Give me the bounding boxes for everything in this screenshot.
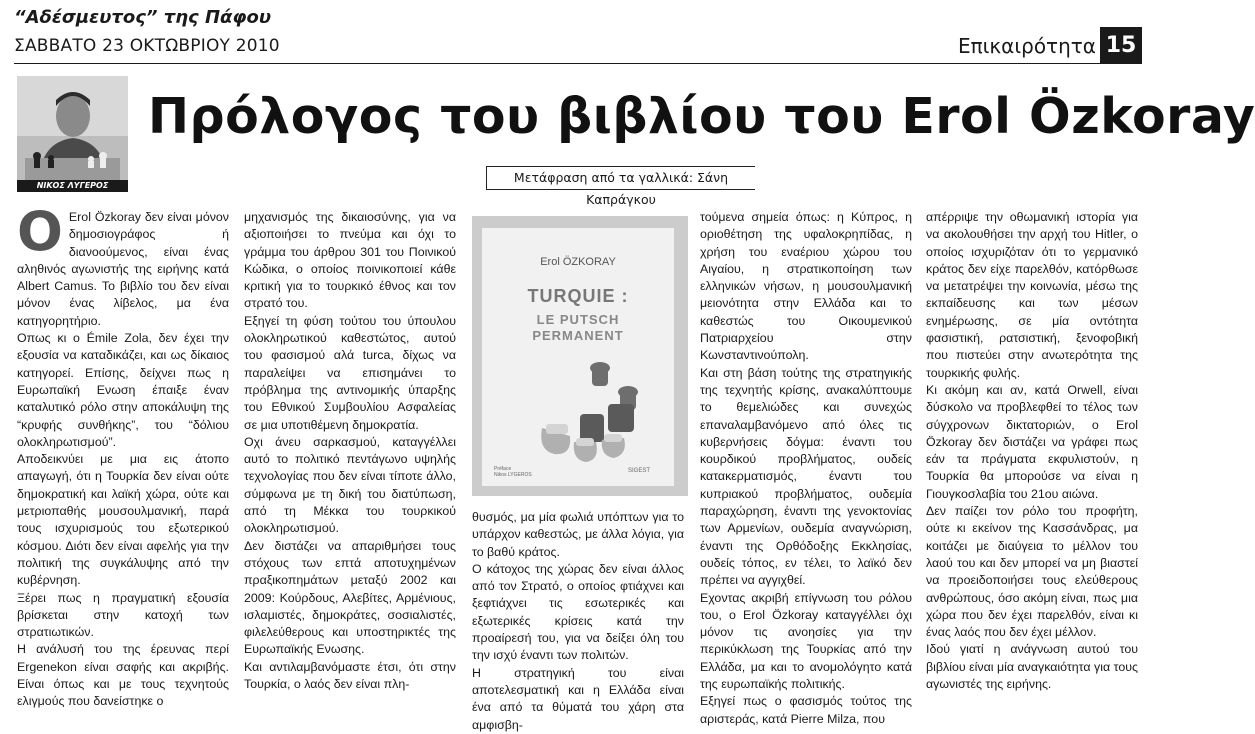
book-publisher: SIGEST bbox=[627, 468, 650, 474]
paragraph: μηχανισμός της δικαιοσύνης, για να αξιοποιήσει το πνεύμα και όχι το γράμμα του άρθρου 301 του Ποινικού Κώδικα, ο οποίος ποινικοποιεί κάθε κριτική για το τουρκικό έθνος και τον στρατό του. bbox=[244, 210, 456, 311]
paragraph: Δεν παίζει τον ρόλο του προφήτη, ούτε κι εκείνον της Κασσάνδρας, μα κοιτάζει με διαύγεια το μέλλον του λαού του και δεν μπορεί να μη βιαστεί να προειδοποιήσει τους ελεύθερους ανθρώπους, όσο ακόμη είναι, πως μια χώρα που δεν έχει παρελθόν, είναι κι ένας λαός που δεν έχει μέλλον. bbox=[926, 504, 1138, 640]
book-title-line-3-text: PERMANENT bbox=[532, 328, 624, 343]
book-title-line-2-text: LE PUTSCH bbox=[536, 312, 620, 327]
section-name: Επικαιρότητα bbox=[957, 34, 1096, 58]
paragraph: Ιδού γιατί η ανάγνωση αυτού του βιβλίου είναι μία αναγκαιότητα για τους αγωνιστές της ειρήνης. bbox=[926, 642, 1138, 692]
book-cover-image bbox=[472, 216, 688, 496]
paragraph: Οπως κι ο Émile Zola, δεν έχει την εξουσία να καταδικάζει, και ως δίκαιος κατηγορεί. Επίσης, δείχνει πως η Ευρωπαϊκή Ενωση έπαιξε έναν καταλυτικό ρόλο στην αποκάλυψη της “κρυφής συνθήκης”, του “δόλιου ολοκληρωτισμού”. bbox=[17, 331, 229, 449]
paragraph: Εξηγεί πως ο φασισμός τούτος της αριστεράς, κατά Pierre Milza, που bbox=[700, 694, 912, 726]
paragraph: τούμενα σημεία όπως: η Κύπρος, η οριοθέτηση της υφαλοκρηπίδας, η χρήση του εναέριου χώρου του Αιγαίου, η στρατικοποίηση των ελληνικών νήσων, η μουσουλμανική μειονότητα στην Ελλάδα και το καθεστώς του Οικουμενικού Πατριαρχείου στην Κωνσταντινούπολη. bbox=[700, 210, 912, 363]
article-column-1 bbox=[17, 200, 229, 719]
issue-date: ΣΑΒΒΑΤΟ 23 ΟΚΤΩΒΡΙΟΥ 2010 bbox=[14, 36, 280, 56]
article-headline: Πρόλογος του βιβλίου του Erol Özkoray bbox=[148, 88, 1255, 145]
paragraph: θυσμός, μα μία φωλιά υπόπτων για το υπάρχον καθεστώς, με άλλα λόγια, για το βαθύ κράτος. bbox=[472, 510, 684, 559]
paragraph: Οχι άνευ σαρκασμού, καταγγέλλει αυτό το πολιτικό πεντάγωνο υψηλής τεχνολογίας που δεν είναι τίποτε άλλο, σύμφωνα με τη δική του διατύπωση, από τη Μέκκα του τουρκικού ολοκληρωτισμού. bbox=[244, 434, 456, 536]
article-column-3 bbox=[472, 509, 684, 732]
paragraph: Η στρατηγική του είναι αποτελεσματική και η Ελλάδα είναι ένα από τα θύματά του χάρη στα αμφισβη- bbox=[472, 665, 684, 732]
paragraph: Εχοντας ακριβή επίγνωση του ρόλου του, ο Erol Özkoray καταγγέλλει όχι μόνον τις ανοησίες για την περικύκλωση της Τουρκίας από την Ελλάδα, μα και το ανομολόγητο κατά της ευρωπαϊκής πολιτικής. bbox=[700, 590, 912, 692]
paragraph: Η ανάλυσή του της έρευνας περί Ergenekon είναι σαφής και ακριβής. Είναι όπως και με τους τεχνητούς ελιγμούς που δανείστηκε ο bbox=[17, 642, 229, 709]
page-number-badge: 15 bbox=[1100, 27, 1142, 63]
paragraph: Αποδεικνύει με μια εις άτοπο απαγωγή, ότι η Τουρκία δεν είναι ούτε δημοκρατική και λαϊκή χώρα, ούτε και μετριοπαθής μουσουλμανική, παρά τους ισχυρισμούς του εξωτερικού κόσμου. Διότι δεν είναι αφελής για την πολιτική της συγκάλυψης από την κυβέρνηση. bbox=[17, 452, 229, 588]
book-author: Erol ÖZKORAY bbox=[540, 256, 616, 268]
article-column-4 bbox=[700, 209, 912, 726]
article-column-5 bbox=[926, 209, 1138, 719]
book-preface: Préface Nikos LYGEROS bbox=[494, 466, 532, 478]
paragraph: Erol Özkoray δεν είναι μόνον δημοσιογράφος ή διανοούμενος, είναι ένας αληθινός αγωνιστής της ειρήνης κατά Albert Camus. Το βιβλίο του δεν είναι μόνον ένας λίβελος, μα ένα κατηγορητήριο. bbox=[17, 210, 229, 328]
author-portrait-image bbox=[17, 76, 128, 180]
paragraph: Κι ακόμη και αν, κατά Orwell, είναι δύσκολο να προβλεφθεί το τέλος των σύγχρονων δικτατοριών, ο Erol Özkoray δεν διστάζει να γράφει πως εάν τα πράγματα εκφυλιστούν, η Τουρκία θα μπορούσε να είναι η Γιουγκοσλαβία του 21ου αιώνα. bbox=[926, 382, 1138, 501]
paragraph: Ο κάτοχος της χώρας δεν είναι άλλος από τον Στρατό, ο οποίος φτιάχνει και ξεφτιάχνει τις εσωτερικές και εξωτερικές κρίσεις κατά την προαίρεσή του, για να δείξει όλη του την ισχύ έναντι των πολιτών. bbox=[472, 561, 684, 663]
header-rule bbox=[14, 63, 1142, 64]
author-photo bbox=[17, 76, 128, 180]
paragraph: Εξηγεί τη φύση τούτου του ύπουλου ολοκληρωτικού καθεστώτος, αυτού του φασισμού αλά turca, δίχως να παραλείψει να επισημάνει το πρόβλημα της αντινομικής ύπαρξης του Εθνικού Συμβουλίου Ασφαλείας σε μια υποτιθέμενη δημοκρατία. bbox=[244, 313, 456, 432]
book-cover bbox=[482, 228, 674, 486]
paragraph: Ξέρει πως η πραγματική εξουσία βρίσκεται στην κατοχή των στρατιωτικών. bbox=[17, 590, 229, 640]
book-title-line-1: TURQUIE : bbox=[527, 286, 629, 306]
translator-credit: Μετάφραση από τα γαλλικά: Σάνη Καπράγκου bbox=[486, 166, 755, 190]
paragraph: Και στη βάση τούτης της στρατηγικής της τεχνητής κρίσης, ανακαλύπτουμε το θεμελιώδες και συνεχώς επαναλαμβανόμενο από όλες τις κυβερνήσεις δόγμα: έναντι του κουρδικού προβλήματος, ουδείς κατακερματισμός, έναντι του κυπριακού προβλήματος, ουδεμία παραχώρηση, έναντι της γενοκτονίας των Αρμενίων, ουδεμία αναγνώριση, έναντι της Ορθόδοξης Εκκλησίας, ουδείς τόπος, εν τέλει, το λαϊκό δεν πρέπει να αγγιχθεί. bbox=[700, 365, 912, 588]
paragraph: Και αντιλαμβανόμαστε έτσι, ότι στην Τουρκία, ο λαός δεν είναι πλη- bbox=[244, 659, 456, 692]
article-column-2 bbox=[244, 209, 456, 719]
author-name: ΝΙΚΟΣ ΛΥΓΕΡΟΣ bbox=[17, 180, 128, 192]
drop-cap: Ο bbox=[17, 200, 63, 263]
paragraph: Δεν διστάζει να απαριθμήσει τους στόχους των επτά αποτυχημένων πραξικοπημάτων μεταξύ 2002 και 2009: Κούρδους, Αλεβίτες, Αρμένιους, ισλαμιστές, δημοκράτες, σοσιαλιστές, φιλελεύθερους και υποστηρικτές της Ευρωπαϊκής Ενωσης. bbox=[244, 538, 456, 657]
book-cover-illustration bbox=[482, 228, 674, 486]
newspaper-name: “Αδέσμευτος” της Πάφου bbox=[14, 7, 272, 28]
paragraph: απέρριψε την οθωμανική ιστορία για να ακολουθήσει την αρχή του Hitler, ο οποίος ισχυριζόταν ότι το γερμανικό κράτος δεν είχε παρελθόν, κατόρθωσε να μετατρέψει την κοινωνία, μέσω της εκπαίδευσης και των μέσων ενημέρωσης, σε μία οντότητα φασιστική, ρατσιστική, ξενοφοβική που πιστεύει στην ανωτερότητα της τουρκικής φυλής. bbox=[926, 210, 1138, 380]
